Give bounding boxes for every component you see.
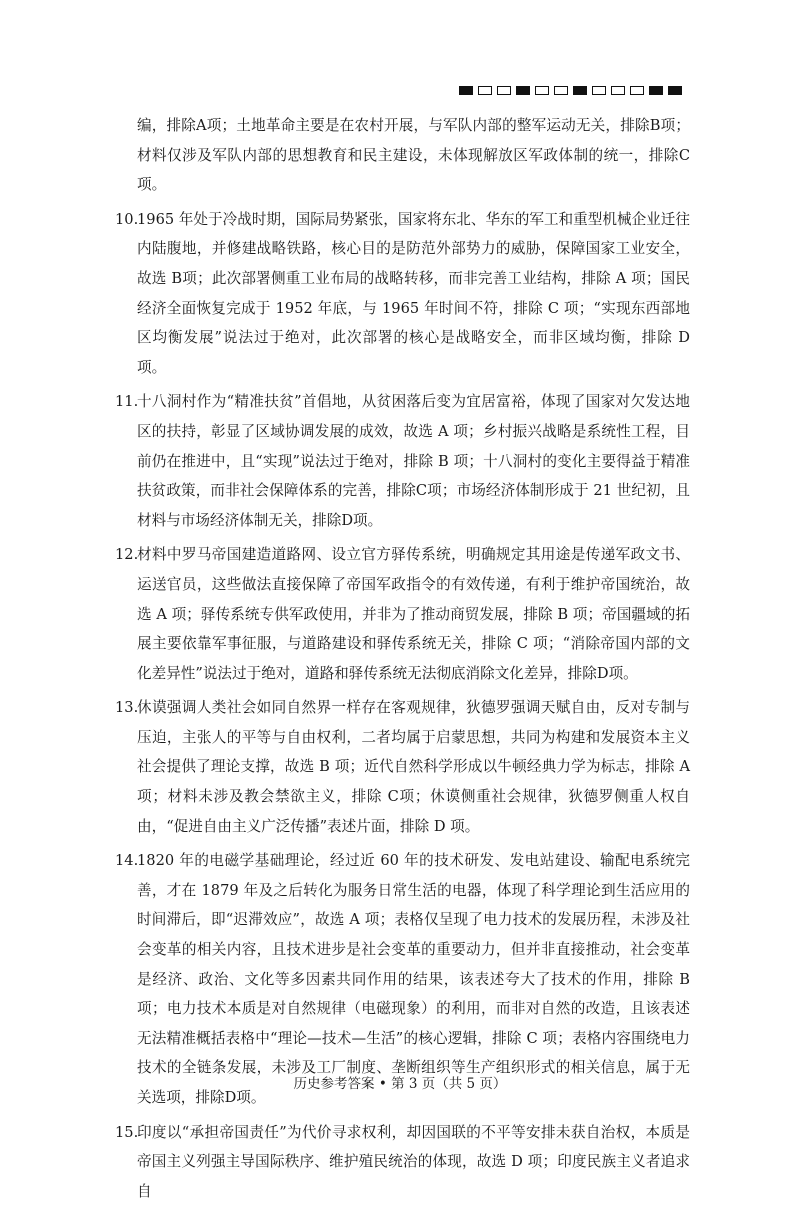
item-text: 1965 年处于冷战时期，国际局势紧张，国家将东北、华东的军工和重型机械企业迁往内陆腹地，并修建战略铁路，核心目的是防范外部势力的威胁，保障国家工业安全，故选 B项；此次部署侧重工业布局的战略转移，而非完善工业结构，排除 A 项；国民经济全面恢复完成于 1952 年底，与 1965 年时间不符，排除 C 项；“实现东西部地区均衡发展”说法过于绝对，此次部署的核心是战略安全，而非区域均衡，排除 D 项。 <box>137 210 690 376</box>
item-number: 10. <box>115 210 139 228</box>
filled-square-mark <box>516 86 530 95</box>
filled-square-mark <box>459 86 473 95</box>
answer-item-10 <box>115 205 690 383</box>
filled-square-mark <box>573 86 587 95</box>
answer-item-12 <box>115 540 690 688</box>
item-number: 11. <box>115 393 139 411</box>
item-text: 休谟强调人类社会如同自然界一样存在客观规律，狄德罗强调天赋自由，反对专制与压迫，主张人的平等与自由权利，二者均属于启蒙思想，共同为构建和发展资本主义社会提供了理论支撑，故选 B 项；近代自然科学形成以牛顿经典力学为标志，排除 A 项；材料未涉及教会禁欲主义，排除 C项；休谟侧重社会规律，狄德罗侧重人权自由，“促进自由主义广泛传播”表述片面，排除 D 项。 <box>137 699 690 835</box>
header-marks <box>459 86 682 95</box>
empty-square-mark <box>535 86 549 95</box>
filled-square-mark <box>668 86 682 95</box>
item-number: 15. <box>115 1123 139 1141</box>
item-text: 十八洞村作为“精准扶贫”首倡地，从贫困落后变为宜居富裕，体现了国家对欠发达地区的扶持，彰显了区域协调发展的成效，故选 A 项；乡村振兴战略是系统性工程，目前仍在推进中，且“实现”说法过于绝对，排除 B 项；十八洞村的变化主要得益于精准扶贫政策，而非社会保障体系的完善，排除C项；市场经济体制形成于 21 世纪初，且材料与市场经济体制无关，排除D项。 <box>137 393 690 529</box>
answer-item-13 <box>115 693 690 841</box>
empty-square-mark <box>630 86 644 95</box>
empty-square-mark <box>497 86 511 95</box>
empty-square-mark <box>554 86 568 95</box>
item-text: 材料中罗马帝国建造道路网、设立官方驿传系统，明确规定其用途是传递军政文书、运送官员，这些做法直接保障了帝国军政指令的有效传递，有利于维护帝国统治，故选 A 项；驿传系统专供军政使用，并非为了推动商贸发展，排除 B 项；帝国疆域的拓展主要依靠军事征服，与道路建设和驿传系统无关，排除 C 项；“消除帝国内部的文化差异性”说法过于绝对，道路和驿传系统无法彻底消除文化差异，排除D项。 <box>137 546 690 682</box>
item-number: 13. <box>115 699 139 717</box>
item-number: 14. <box>115 852 139 870</box>
item-text: 印度以“承担帝国责任”为代价寻求权利，却因国联的不平等安排未获自治权，本质是帝国主义列强主导国际秩序、维护殖民统治的体现，故选 D 项；印度民族主义者追求自 <box>137 1123 690 1200</box>
empty-square-mark <box>592 86 606 95</box>
answer-body <box>115 111 690 1206</box>
item-text: 1820 年的电磁学基础理论，经过近 60 年的技术研发、发电站建设、输配电系统完善，才在 1879 年及之后转化为服务日常生活的电器，体现了科学理论到生活应用的时间滞后，即“迟滞效应”，故选 A 项；表格仅呈现了电力技术的发展历程，未涉及社会变革的相关内容，且技术进步是社会变革的重要动力，但并非直接推动，社会变革是经济、政治、文化等多因素共同作用的结果，该表述夸大了技术的作用，排除 B 项；电力技术本质是对自然规律（电磁现象）的利用，而非对自然的改造，且该表述无法精准概括表格中“理论—技术—生活”的核心逻辑，排除 C 项；表格内容围绕电力技术的全链条发展，未涉及工厂制度、垄断组织等生产组织形式的相关信息，属于无关选项，排除D项。 <box>137 852 690 1106</box>
continuation-paragraph: 编，排除A项；土地革命主要是在农村开展，与军队内部的整军运动无关，排除B项；材料仅涉及军队内部的思想教育和民主建设，未体现解放区军政体制的统一，排除C项。 <box>137 117 690 194</box>
filled-square-mark <box>649 86 663 95</box>
item-number: 12. <box>115 546 139 564</box>
answer-item-11 <box>115 387 690 535</box>
empty-square-mark <box>478 86 492 95</box>
empty-square-mark <box>611 86 625 95</box>
page-footer: 历史参考答案 • 第 3 页（共 5 页） <box>293 1076 507 1092</box>
